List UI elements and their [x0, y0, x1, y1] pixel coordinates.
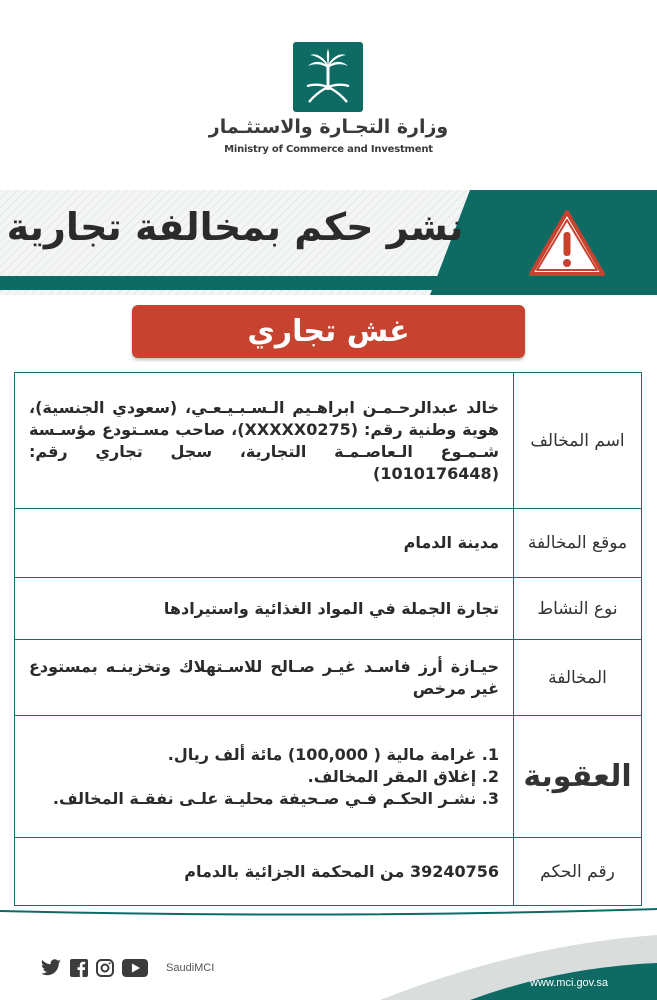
label-violation-location: موقع المخالفة [514, 509, 642, 578]
warning-triangle-icon [527, 208, 607, 278]
ministry-logo [293, 42, 363, 112]
label-violator-name: اسم المخالف [514, 373, 642, 509]
penalty-list [29, 744, 499, 810]
page-title: نشر حكم بمخالفة تجارية [6, 205, 464, 249]
facebook-icon[interactable] [70, 959, 88, 977]
social-handle[interactable]: SaudiMCI [166, 962, 215, 974]
table-row [15, 716, 642, 838]
label-verdict-number: رقم الحكم [514, 838, 642, 906]
label-penalty: العقوبة [514, 716, 642, 838]
violation-type-badge: غش تجاري [132, 305, 525, 358]
label-violation: المخالفة [514, 640, 642, 716]
value-violator-name: خالد عبدالرحـمـن ابراهـيم الـسـبـيـعـي، (سعودي الجنسية)، هوية وطنية رقم: (XXXXX0275)، صاحب مسـتودع مؤسـسة شـمـوع الـعاصـمـة التجارية، سجل تجاري رقم: (1010176448) [15, 373, 514, 509]
table-row [15, 509, 642, 578]
youtube-icon[interactable] [122, 959, 148, 977]
value-violation: حيـازة أرز فاسـد غيـر صـالح للاسـتهلاك وتخزينـه بمستودع غير مرخص [15, 640, 514, 716]
ministry-name-arabic: وزارة التجـارة والاستثـمار [208, 116, 449, 138]
twitter-icon[interactable] [40, 959, 62, 977]
website-link[interactable]: www.mci.gov.sa [530, 977, 609, 989]
penalty-item: 3. نشـر الحكـم فـي صـحيفة محليـة علـى نفقـة المخالف. [52, 788, 499, 808]
value-verdict-number: 39240756 من المحكمة الجزائية بالدمام [15, 838, 514, 906]
palm-swords-emblem-icon [293, 42, 363, 112]
table-row [15, 640, 642, 716]
table-row [15, 578, 642, 640]
instagram-icon[interactable] [96, 959, 114, 977]
penalty-item: 1. غرامة مالية ( 100,000) مائة ألف ريال. [167, 744, 499, 764]
value-activity-type: تجارة الجملة في المواد الغذائية واستيرادها [15, 578, 514, 640]
violation-details-table [14, 372, 642, 906]
table-row [15, 373, 642, 509]
table-row [15, 838, 642, 906]
label-activity-type: نوع النشاط [514, 578, 642, 640]
value-penalty [15, 716, 514, 838]
social-links [40, 957, 214, 979]
value-violation-location: مدينة الدمام [15, 509, 514, 578]
penalty-item: 2. إغلاق المقر المخالف. [307, 766, 499, 786]
ministry-name-english: Ministry of Commerce and Investment [224, 144, 433, 155]
